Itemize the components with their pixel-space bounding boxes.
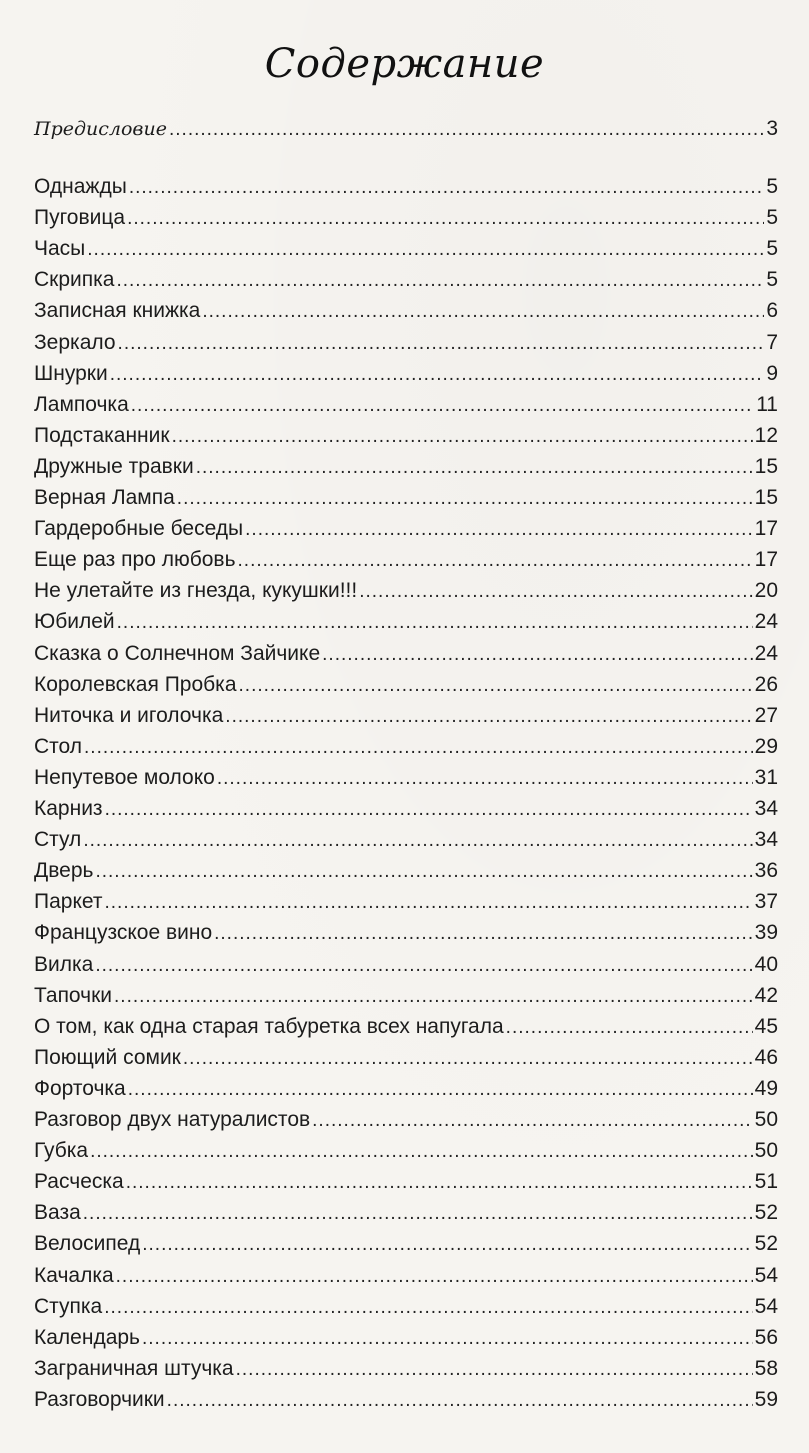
toc-entry-label: Гардеробные беседы <box>34 517 244 540</box>
toc-entry-label: Шнурки <box>34 362 108 385</box>
toc-entry-page: 27 <box>754 704 778 727</box>
dot-leader <box>127 204 764 234</box>
toc-entry-page: 46 <box>754 1046 778 1069</box>
toc-entry <box>34 234 778 264</box>
toc-entry-label: Записная книжка <box>34 299 201 322</box>
dot-leader <box>236 1355 753 1385</box>
toc-entry-label: Зеркало <box>34 331 116 354</box>
dot-leader <box>83 826 752 856</box>
toc-entry-label: Вилка <box>34 953 94 976</box>
toc-entry-page: 29 <box>754 735 778 758</box>
dot-leader <box>84 733 753 763</box>
toc-entry <box>34 1292 778 1322</box>
dot-leader <box>110 360 764 390</box>
dot-leader <box>116 1262 753 1292</box>
toc-entry <box>34 514 778 544</box>
dot-leader <box>245 515 753 545</box>
toc-entry-label: Дверь <box>34 859 94 882</box>
toc-entry <box>34 607 778 637</box>
toc-entry-page: 49 <box>754 1077 778 1100</box>
dot-leader <box>202 297 764 327</box>
toc-entry-label: Предисловие <box>34 118 167 140</box>
dot-leader <box>83 1199 753 1229</box>
toc-entry <box>34 359 778 389</box>
toc-entry-label: Еще раз про любовь <box>34 548 236 571</box>
toc-entry <box>34 887 778 917</box>
toc-entry-page: 6 <box>766 299 778 322</box>
toc-entry <box>34 421 778 451</box>
toc-entry-page: 17 <box>754 517 778 540</box>
toc-entry-label: Поющий сомик <box>34 1046 181 1069</box>
toc-entry <box>34 1043 778 1073</box>
dot-leader <box>95 857 752 887</box>
toc-entry-label: Стул <box>34 828 82 851</box>
toc-entry <box>34 328 778 358</box>
toc-entry-page: 34 <box>754 828 778 851</box>
toc-entry-page: 40 <box>754 953 778 976</box>
dot-leader <box>322 640 753 670</box>
toc-entry <box>34 1198 778 1228</box>
toc-entry <box>34 918 778 948</box>
toc-entry <box>34 452 778 482</box>
toc-entry-label: Пуговица <box>34 206 126 229</box>
dot-leader <box>116 266 764 296</box>
dot-leader <box>217 764 753 794</box>
toc-entry-label: Расческа <box>34 1170 124 1193</box>
toc-entry-label: Паркет <box>34 890 103 913</box>
toc-entry-page: 42 <box>754 984 778 1007</box>
toc-entry-page: 52 <box>754 1201 778 1224</box>
toc-entry-page: 26 <box>754 673 778 696</box>
toc-entry <box>34 670 778 700</box>
toc-entry <box>34 1136 778 1166</box>
toc-entry-label: Тапочки <box>34 984 113 1007</box>
dot-leader <box>87 235 764 265</box>
toc-entry <box>34 732 778 762</box>
dot-leader <box>129 173 764 203</box>
toc-entry-preface <box>34 114 778 144</box>
dot-leader <box>128 1075 753 1105</box>
toc-entry-page: 24 <box>754 610 778 633</box>
toc-entry-label: Форточка <box>34 1077 126 1100</box>
toc-entry-page: 17 <box>754 548 778 571</box>
toc-entry-label: Ваза <box>34 1201 81 1224</box>
toc-entry <box>34 825 778 855</box>
dot-leader <box>183 1044 753 1074</box>
toc-entry-label: Стол <box>34 735 83 758</box>
toc-entry <box>34 1167 778 1197</box>
toc-entry-page: 5 <box>766 175 778 198</box>
dot-leader <box>104 1293 752 1323</box>
dot-leader <box>104 888 752 918</box>
dot-leader <box>196 453 753 483</box>
toc-entry-page: 24 <box>754 642 778 665</box>
toc-entry-page: 51 <box>754 1170 778 1193</box>
toc-entry-page: 34 <box>754 797 778 820</box>
toc-entry-page: 45 <box>754 1015 778 1038</box>
dot-leader <box>142 1230 752 1260</box>
toc-entry <box>34 950 778 980</box>
toc-entry-page: 3 <box>766 117 778 140</box>
toc-entry-label: Губка <box>34 1139 89 1162</box>
toc-entry-label: Разговорчики <box>34 1388 165 1411</box>
toc-entry <box>34 265 778 295</box>
toc-entry <box>34 981 778 1011</box>
toc-entry-page: 7 <box>766 331 778 354</box>
toc-entry-page: 54 <box>754 1295 778 1318</box>
dot-leader <box>312 1106 752 1136</box>
toc-entry <box>34 794 778 824</box>
toc-entry-page: 15 <box>754 455 778 478</box>
toc-entry-label: Лампочка <box>34 393 129 416</box>
dot-leader <box>506 1013 753 1043</box>
toc-entry-page: 5 <box>766 268 778 291</box>
dot-leader <box>90 1137 753 1167</box>
dot-leader <box>238 546 753 576</box>
toc-entry-label: Непутевое молоко <box>34 766 215 789</box>
toc-entry-label: Ступка <box>34 1295 103 1318</box>
toc-entry-page: 50 <box>754 1139 778 1162</box>
toc-entry-label: Королевская Пробка <box>34 673 237 696</box>
toc-entry <box>34 1354 778 1384</box>
toc-entry-page: 15 <box>754 486 778 509</box>
toc-entry-page: 20 <box>754 579 778 602</box>
toc-entry <box>34 1074 778 1104</box>
toc-entry-label: Заграничная штучка <box>34 1357 234 1380</box>
toc-entry <box>34 763 778 793</box>
toc-entry-label: Однажды <box>34 175 127 198</box>
dot-leader <box>117 608 753 638</box>
toc-entry-label: Часы <box>34 237 86 260</box>
toc-entry-page: 59 <box>754 1388 778 1411</box>
toc-entry-page: 11 <box>756 393 778 416</box>
toc-entry-page: 56 <box>754 1326 778 1349</box>
toc-entry-page: 5 <box>766 206 778 229</box>
dot-leader <box>95 951 752 981</box>
dot-leader <box>214 919 753 949</box>
toc-entry-label: Скрипка <box>34 268 115 291</box>
toc-entry <box>34 296 778 326</box>
toc-entry-page: 31 <box>754 766 778 789</box>
dot-leader <box>172 422 753 452</box>
toc-entry-label: Французское вино <box>34 921 213 944</box>
toc-entry-page: 12 <box>754 424 778 447</box>
toc-entry-label: Разговор двух натуралистов <box>34 1108 311 1131</box>
dot-leader <box>114 982 753 1012</box>
dot-leader <box>142 1324 753 1354</box>
toc-entry-label: Дружные травки <box>34 455 194 478</box>
page-title: Содержание <box>264 41 545 87</box>
toc-entry <box>34 1229 778 1259</box>
toc-entry <box>34 1261 778 1291</box>
dot-leader <box>167 1386 753 1416</box>
toc-entry-page: 39 <box>754 921 778 944</box>
toc-entry <box>34 576 778 606</box>
toc-entry-label: Карниз <box>34 797 103 820</box>
dot-leader <box>359 577 752 607</box>
toc-entry <box>34 856 778 886</box>
toc-entry-label: Не улетайте из гнезда, кукушки!!! <box>34 579 358 602</box>
toc-entry <box>34 390 778 420</box>
toc-entry <box>34 1385 778 1415</box>
dot-leader <box>239 671 753 701</box>
toc-entry-label: Подстаканник <box>34 424 170 447</box>
toc-entry <box>34 701 778 731</box>
toc-entry-label: Качалка <box>34 1264 114 1287</box>
toc-entry-page: 9 <box>766 362 778 385</box>
toc-entry-page: 54 <box>754 1264 778 1287</box>
toc-entry-page: 36 <box>754 859 778 882</box>
toc-entry-page: 52 <box>754 1232 778 1255</box>
dot-leader <box>126 1168 753 1198</box>
toc-entry-label: Велосипед <box>34 1232 141 1255</box>
toc-entry <box>34 203 778 233</box>
toc-entry-label: Сказка о Солнечном Зайчике <box>34 642 321 665</box>
toc-entry-label: О том, как одна старая табуретка всех напугала <box>34 1015 504 1038</box>
toc-entry-label: Ниточка и иголочка <box>34 704 224 727</box>
toc-entry-page: 5 <box>766 237 778 260</box>
dot-leader <box>177 484 753 514</box>
dot-leader <box>131 391 754 421</box>
toc-entry-label: Юбилей <box>34 610 115 633</box>
toc-entry-label: Календарь <box>34 1326 140 1349</box>
dot-leader <box>225 702 752 732</box>
toc-entry-label: Верная Лампа <box>34 486 175 509</box>
dot-leader <box>118 329 764 359</box>
toc-entry-page: 58 <box>754 1357 778 1380</box>
dot-leader <box>105 795 753 825</box>
toc-entry <box>34 1012 778 1042</box>
dot-leader <box>169 115 764 145</box>
toc-entry-page: 37 <box>754 890 778 913</box>
toc-entry <box>34 1105 778 1135</box>
toc-entry <box>34 483 778 513</box>
toc-entry <box>34 639 778 669</box>
toc-entry <box>34 1323 778 1353</box>
toc-entry-page: 50 <box>754 1108 778 1131</box>
toc-entry <box>34 172 778 202</box>
toc-entry <box>34 545 778 575</box>
